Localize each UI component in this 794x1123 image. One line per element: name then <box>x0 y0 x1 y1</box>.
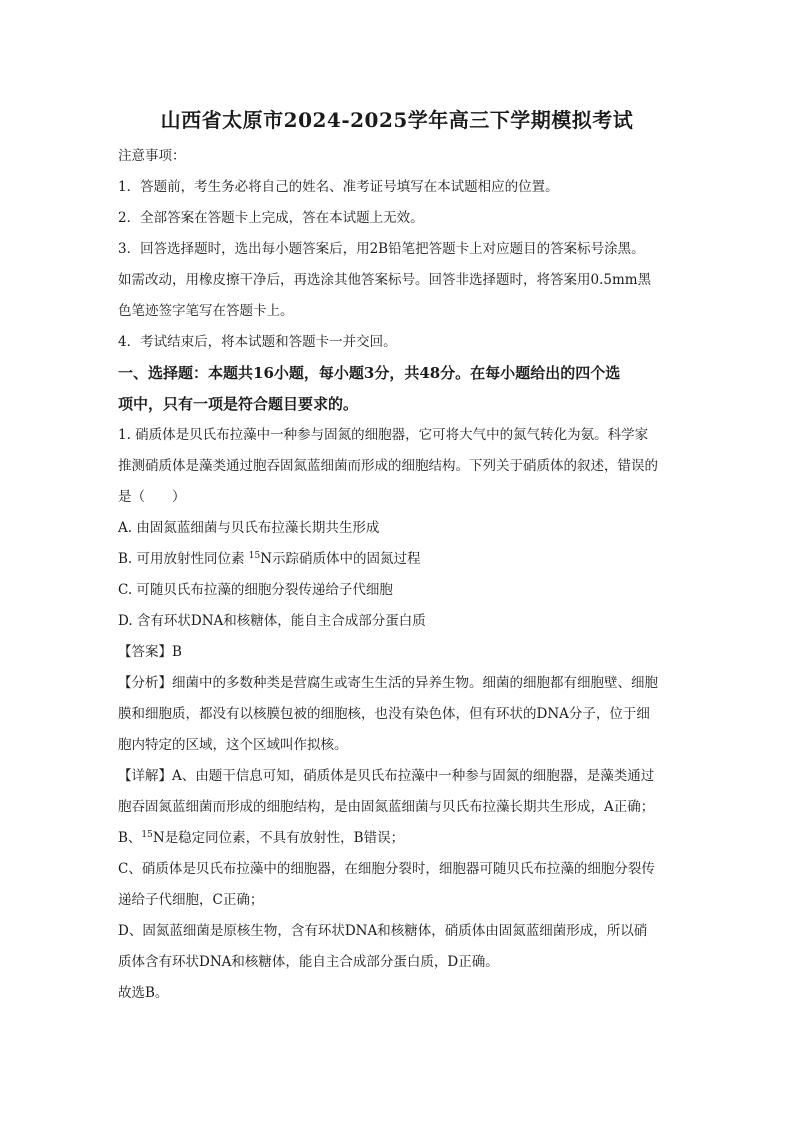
option-b <box>118 544 688 575</box>
analysis-paragraph: 【分析】细菌中的多数种类是营腐生或寄生生活的异养生物。细菌的细胞都有细胞壁、细胞 <box>118 675 658 691</box>
option-b-text-end: N示踪硝质体中的固氮过程 <box>260 551 421 567</box>
document-title: 山西省太原市2024-2025学年高三下学期模拟考试 <box>160 108 634 132</box>
question-stem-continued: 推测硝质体是藻类通过胞吞固氮蓝细菌而形成的细胞结构。下列关于硝质体的叙述，错误的 <box>118 458 658 474</box>
question-stem: 1. 硝质体是贝氏布拉藻中一种参与固氮的细胞器，它可将大气中的氮气转化为氨。科学家 <box>118 427 649 443</box>
detail-b-text-end: N是稳定同位素，不具有放射性，B错误； <box>152 830 405 846</box>
note-item-continued: 如需改动，用橡皮擦干净后，再选涂其他答案标号。回答非选择题时，将答案用0.5mm黑 <box>118 272 652 288</box>
detail-b <box>118 823 688 854</box>
note-item: 4．考试结束后，将本试题和答题卡一并交回。 <box>118 334 397 350</box>
note-item: 2．全部答案在答题卡上完成，答在本试题上无效。 <box>118 210 424 226</box>
notes-heading: 注意事项： <box>118 148 186 164</box>
section-heading: 一、选择题：本题共16小题，每小题3分，共48分。在每小题给出的四个选 <box>118 364 621 382</box>
note-item: 1．答题前，考生务必将自己的姓名、准考证号填写在本试题相应的位置。 <box>118 179 559 195</box>
question-stem-continued: 是（ ） <box>118 489 186 505</box>
document-body <box>118 141 688 1009</box>
analysis-paragraph-continued: 膜和细胞质，都没有以核膜包被的细胞核，也没有染色体，但有环状的DNA分子，位于细 <box>118 706 650 722</box>
detail-c-continued: 递给子代细胞，C正确； <box>118 892 264 908</box>
isotope-superscript: 15 <box>248 551 261 561</box>
note-item-continued: 色笔迹签字笔写在答题卡上。 <box>118 303 294 319</box>
option-a: A. 由固氮蓝细菌与贝氏布拉藻长期共生形成 <box>118 520 380 536</box>
detail-c: C、硝质体是贝氏布拉藻中的细胞器，在细胞分裂时，细胞器可随贝氏布拉藻的细胞分裂传 <box>118 861 655 877</box>
answer-label: 【答案】B <box>118 644 182 660</box>
isotope-superscript: 15 <box>141 830 153 840</box>
detail-paragraph: 【详解】A、由题干信息可知，硝质体是贝氏布拉藻中一种参与固氮的细胞器，是藻类通过 <box>118 768 655 784</box>
analysis-paragraph-continued: 胞内特定的区域，这个区域叫作拟核。 <box>118 737 348 753</box>
detail-b-text: B、 <box>118 830 142 846</box>
detail-d: D、固氮蓝细菌是原核生物，含有环状DNA和核糖体，硝质体由固氮蓝细菌形成，所以硝 <box>118 923 648 939</box>
option-c: C. 可随贝氏布拉藻的细胞分裂传递给子代细胞 <box>118 582 393 598</box>
detail-paragraph-continued: 胞吞固氮蓝细菌而形成的细胞结构，是由固氮蓝细菌与贝氏布拉藻长期共生形成，A正确； <box>118 799 655 815</box>
option-b-text: B. 可用放射性同位素 <box>118 551 249 567</box>
note-item: 3．回答选择题时，选出每小题答案后，用2B铅笔把答题卡上对应题目的答案标号涂黑。 <box>118 241 645 257</box>
detail-d-continued: 质体含有环状DNA和核糖体，能自主合成部分蛋白质，D正确。 <box>118 954 499 970</box>
section-heading-continued: 项中，只有一项是符合题目要求的。 <box>118 395 359 413</box>
option-d: D. 含有环状DNA和核糖体，能自主合成部分蛋白质 <box>118 613 426 629</box>
conclusion: 故选B。 <box>118 985 169 1001</box>
